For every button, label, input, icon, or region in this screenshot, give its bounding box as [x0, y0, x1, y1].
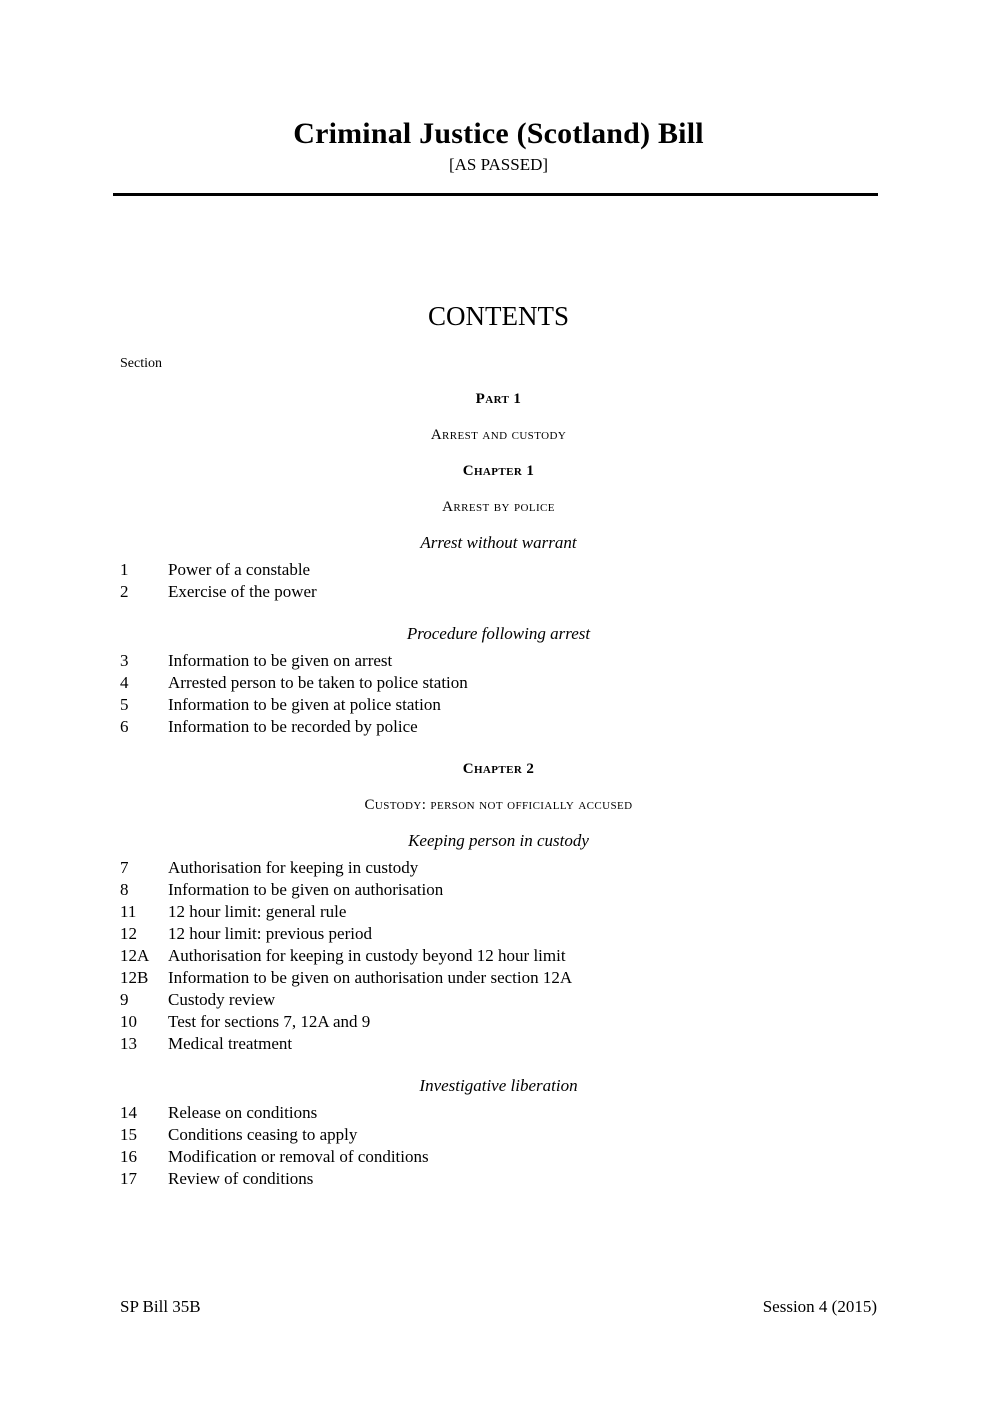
toc-item: [120, 901, 877, 923]
toc-item: [120, 581, 877, 603]
section-number: 17: [120, 1169, 137, 1188]
section-title: Test for sections 7, 12A and 9: [168, 1012, 371, 1031]
section-title: Information to be given on authorisation: [168, 880, 444, 899]
section-number: 13: [120, 1034, 137, 1053]
chapter-2-subtitle: Custody: person not officially accused: [364, 797, 633, 813]
toc-list-keeping-person-in-custody: [120, 857, 877, 1055]
toc-item: [120, 650, 877, 672]
footer-bill-number: SP Bill 35B: [120, 1297, 201, 1316]
toc-item: [120, 672, 877, 694]
crossheading-arrest-without-warrant: Arrest without warrant: [420, 533, 577, 552]
section-title: 12 hour limit: general rule: [168, 902, 347, 921]
toc-item: [120, 1033, 877, 1055]
part-1-subtitle: Arrest and custody: [430, 427, 567, 443]
title-block: [120, 0, 877, 176]
section-title: 12 hour limit: previous period: [168, 924, 372, 943]
section-number: 15: [120, 1125, 137, 1144]
toc-item: [120, 1168, 877, 1190]
toc-item: [120, 694, 877, 716]
section-title: Modification or removal of conditions: [168, 1147, 429, 1166]
section-title: Arrested person to be taken to police station: [168, 673, 468, 692]
toc-list-arrest-without-warrant: [120, 559, 877, 603]
toc-item: [120, 1102, 877, 1124]
document-status: [AS PASSED]: [448, 155, 549, 174]
crossheading-procedure-following-arrest: Procedure following arrest: [406, 624, 591, 643]
section-number: 2: [120, 582, 129, 601]
toc-item: [120, 1146, 877, 1168]
toc-list-investigative-liberation: [120, 1102, 877, 1190]
crossheading-investigative-liberation: Investigative liberation: [419, 1076, 578, 1095]
section-number: 5: [120, 695, 129, 714]
footer-session: Session 4 (2015): [762, 1297, 877, 1316]
section-number: 16: [120, 1147, 137, 1166]
contents-heading: CONTENTS: [428, 301, 569, 331]
section-number: 12A: [120, 946, 150, 965]
section-title: Power of a constable: [168, 560, 311, 579]
crossheading-keeping-person-in-custody: Keeping person in custody: [408, 831, 589, 850]
section-number: 3: [120, 651, 129, 670]
section-title: Review of conditions: [168, 1169, 314, 1188]
section-title: Authorisation for keeping in custody: [168, 858, 419, 877]
chapter-2-heading: Chapter 2: [462, 761, 535, 777]
section-number: 14: [120, 1103, 137, 1122]
toc-item: [120, 1011, 877, 1033]
section-title: Exercise of the power: [168, 582, 317, 601]
toc-item: [120, 989, 877, 1011]
section-title: Conditions ceasing to apply: [168, 1125, 358, 1144]
toc-item: [120, 945, 877, 967]
section-title: Authorisation for keeping in custody beyond 12 hour limit: [168, 946, 566, 965]
section-number: 10: [120, 1012, 137, 1031]
section-number: 9: [120, 990, 129, 1009]
toc-item: [120, 967, 877, 989]
document-title: Criminal Justice (Scotland) Bill: [293, 117, 704, 150]
section-column-label: Section: [120, 356, 162, 371]
toc-list-procedure-following-arrest: [120, 650, 877, 738]
chapter-1-heading: Chapter 1: [462, 463, 535, 479]
section-title: Information to be given on arrest: [168, 651, 393, 670]
section-title: Custody review: [168, 990, 276, 1009]
page-footer: [120, 1296, 877, 1318]
section-number: 12B: [120, 968, 149, 987]
section-title: Release on conditions: [168, 1103, 318, 1122]
page-content: [120, 0, 877, 1190]
section-number: 11: [120, 902, 137, 921]
toc-item: [120, 857, 877, 879]
chapter-1-subtitle: Arrest by police: [442, 499, 555, 515]
toc-item: [120, 923, 877, 945]
toc-item: [120, 879, 877, 901]
section-title: Information to be recorded by police: [168, 717, 418, 736]
section-number: 6: [120, 717, 129, 736]
section-title: Medical treatment: [168, 1034, 293, 1053]
title-rule: [113, 193, 878, 196]
section-number: 4: [120, 673, 129, 692]
section-number: 8: [120, 880, 129, 899]
section-title: Information to be given at police station: [168, 695, 441, 714]
section-title: Information to be given on authorisation under section 12A: [168, 968, 573, 987]
toc-item: [120, 559, 877, 581]
toc-item: [120, 716, 877, 738]
toc-item: [120, 1124, 877, 1146]
part-1-heading: Part 1: [475, 391, 522, 407]
section-number: 7: [120, 858, 129, 877]
section-number: 12: [120, 924, 137, 943]
section-number: 1: [120, 560, 129, 579]
